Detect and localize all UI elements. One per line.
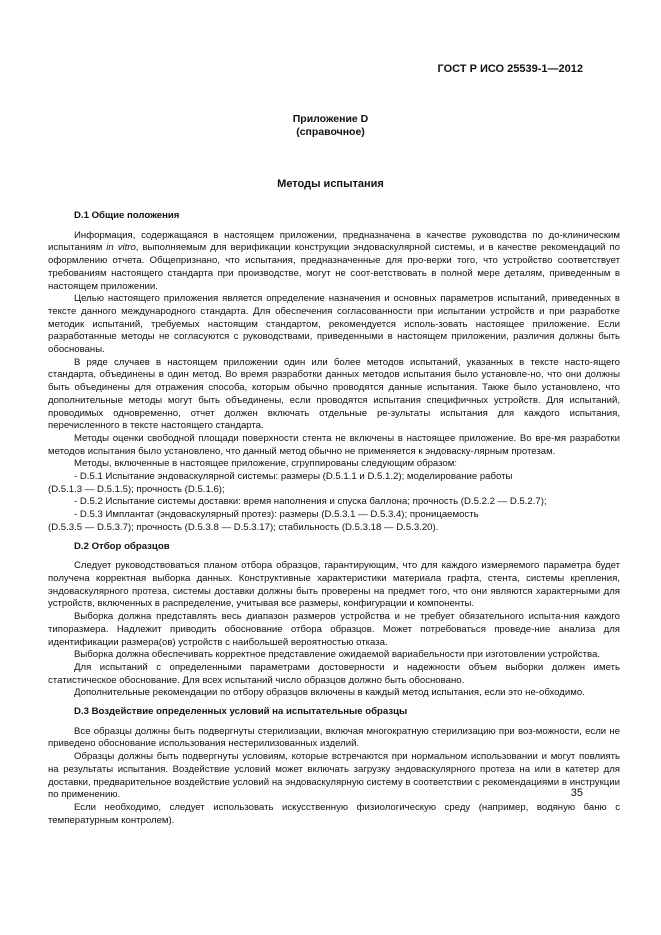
body-text: [48, 210, 620, 827]
text-run: Информация, содержащаяся в настоящем приложении, предназначена в качестве руководства по до-клиническим испытаниям: [48, 229, 620, 254]
list-item-continuation: (D.5.3.5 — D.5.3.7); прочность (D.5.3.8 — D.5.3.17); стабильность (D.5.3.18 — D.5.3.20).: [48, 521, 439, 533]
list-item-continuation: (D.5.1.3 — D.5.1.5); прочность (D.5.1.6);: [48, 483, 225, 495]
paragraph: Если необходимо, следует использовать искусственную физиологическую среду (например, водяную баню с температурным контролем).: [48, 801, 620, 826]
text-run: , выполняемым для верификации конструкции эндоваскулярной системы, и в качестве рекомендаций по оформлению отчета. Общепризнано, что испытания, предназначенные для про-верки того, что устройство соответствует требованиям настоящего стандарта при производстве, могут не соот-ветствовать в полной мере деталям, приведенным в настоящем приложении.: [48, 242, 621, 292]
annex-title: Методы испытания: [277, 178, 384, 190]
page-number: 35: [570, 787, 583, 799]
paragraph: В ряде случаев в настоящем приложении один или более методов испытаний, указанных в тексте насто-ящего стандарта, объединены в один метод. Во время разработки данных методов испытания было установле-но, что они должны быть объединены для отражения способа, которым обычно проводятся данные испытания. Также было установлено, что дополнительные методы могут быть объединены, если проводятся испытания специфичных устройств. Для испытаний, проводимых одновременно, отчет должен включать отдельные ре-зультаты испытания для каждого испытания, перечисленного в тексте настоящего стандарта.: [48, 356, 620, 432]
paragraph: [48, 230, 620, 294]
paragraph: Дополнительные рекомендации по отбору образцов включены в каждый метод испытания, если это не-обходимо.: [74, 687, 585, 699]
paragraph: Образцы должны быть подвергнуты условиям, которые встречаются при нормальном использовании и могут повлиять на результаты испытания. Воздействие условий может включать загрузку эндоваскулярного протеза на или в катетер для доставки, предварительное воздействие условий на эндоваскулярную систему в соответствии с рекомендациями в инструкции по применению.: [48, 751, 620, 801]
annex-label-block: [0, 113, 661, 139]
list-item: - D.5.1 Испытание эндоваскулярной системы: размеры (D.5.1.1 и D.5.1.2); моделирование работы: [74, 471, 513, 483]
section-heading-d3: D.3 Воздействие определенных условий на испытательные образцы: [74, 706, 408, 718]
paragraph: Выборка должна представлять весь диапазон размеров устройства и не требует обязательного испыта-ния каждого типоразмера. Надлежит приводить обоснование отбора образцов. Может потребоваться проведе-ние анализа для идентификации размера(ов) устройств с наибольшей вероятностью отказа.: [48, 611, 620, 648]
annex-label: Приложение D: [292, 113, 369, 125]
section-heading-d1: D.1 Общие положения: [74, 210, 180, 221]
paragraph: Целью настоящего приложения является определение назначения и основных параметров испытаний, приведенных в тексте данного международного стандарта. Для обеспечения согласованности при испытании устройств и при разработке методик испытаний, требуемых настоящим стандартом, рекомендуется исполь-зовать настоящее приложение. Если разработанные методы не согласуются с руководствами, приведенными в настоящем приложении, различия должны быть обоснованы.: [48, 293, 620, 356]
italic-text: in vitro: [106, 242, 136, 254]
paragraph: Методы оценки свободной площади поверхности стента не включены в настоящее приложение. Во вре-мя разработки методов испытания было установлено, что данный метод обычно не применяется к эндоваску-лярным протезам.: [48, 432, 620, 457]
section-heading-d2: D.2 Отбор образцов: [74, 540, 170, 552]
list-item: - D.5.2 Испытание системы доставки: время наполнения и спуска баллона; прочность (D.5.2.2 — D.5.2.7);: [74, 496, 547, 508]
paragraph: Все образцы должны быть подвергнуты стерилизации, включая многократную стерилизацию при воз-можности, если не приведено обоснование использования нестерилизованных изделий.: [48, 725, 620, 750]
paragraph: Следует руководствоваться планом отбора образцов, гарантирующим, что для каждого измеряемого параметра будет получена корректная выборка данных. Конструктивные характеристики материала графта, стента, системы крепления, эндоваскулярного протеза, системы доставки должны быть проверены на предмет того, что они являются характерными для устройств, включенных в распределение, учитывая все размеры, конфигурации и компоненты.: [48, 560, 620, 610]
paragraph: Для испытаний с определенными параметрами достоверности и надежности объем выборки должен иметь статистическое обоснование. Для всех испытаний число образцов должно быть обосновано.: [48, 661, 620, 686]
annex-kind: (справочное): [296, 126, 365, 138]
list-item: - D.5.3 Имплантат (эндоваскулярный протез): размеры (D.5.3.1 — D.5.3.4); проницаемость: [74, 509, 479, 521]
standard-header: ГОСТ Р ИСО 25539-1—2012: [437, 63, 583, 75]
paragraph: Методы, включенные в настоящее приложение, сгруппированы следующим образом:: [74, 458, 458, 470]
paragraph: Выборка должна обеспечивать корректное представление ожидаемой вариабельности при изготовлении устройства.: [74, 649, 600, 661]
